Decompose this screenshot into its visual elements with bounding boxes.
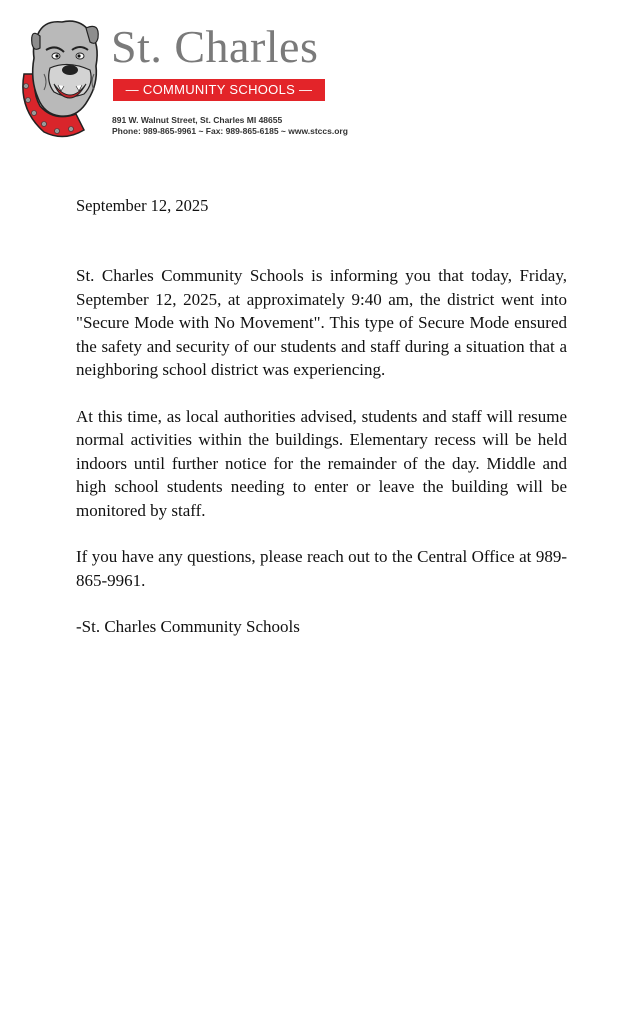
letter-body [76, 264, 567, 662]
paragraph-questions: If you have any questions, please reach out to the Central Office at 989-865-9961. [76, 547, 567, 590]
letter-signature: -St. Charles Community Schools [76, 617, 300, 636]
bulldog-mascot-icon [14, 14, 106, 140]
address-line: 891 W. Walnut Street, St. Charles MI 48655 [112, 115, 283, 125]
paragraph-resume-activities: At this time, as local authorities advised, students and staff will resume normal activities within the buildings. Elementary recess will be held indoors until further notice for the remainder of the day. Middle and high school students needing to enter or leave the building will be monitored by staff. [76, 406, 567, 520]
letter-date: September 12, 2025 [76, 196, 209, 215]
paragraph-secure-mode: St. Charles Community Schools is informing you that today, Friday, September 12, 2025, at approximately 9:40 am, the district went into "Secure Mode with No Movement". This type of Secure Mode ensured the safety and security of our students and staff during a situation that a neighboring school district was experiencing. [76, 266, 567, 379]
contact-info [112, 115, 348, 137]
phone-fax-web-line: Phone: 989-865-9961 ~ Fax: 989-865-6185 ~ www.stccs.org [112, 126, 348, 136]
community-schools-banner: — COMMUNITY SCHOOLS — [113, 79, 325, 101]
school-name: St. Charles [111, 21, 319, 72]
